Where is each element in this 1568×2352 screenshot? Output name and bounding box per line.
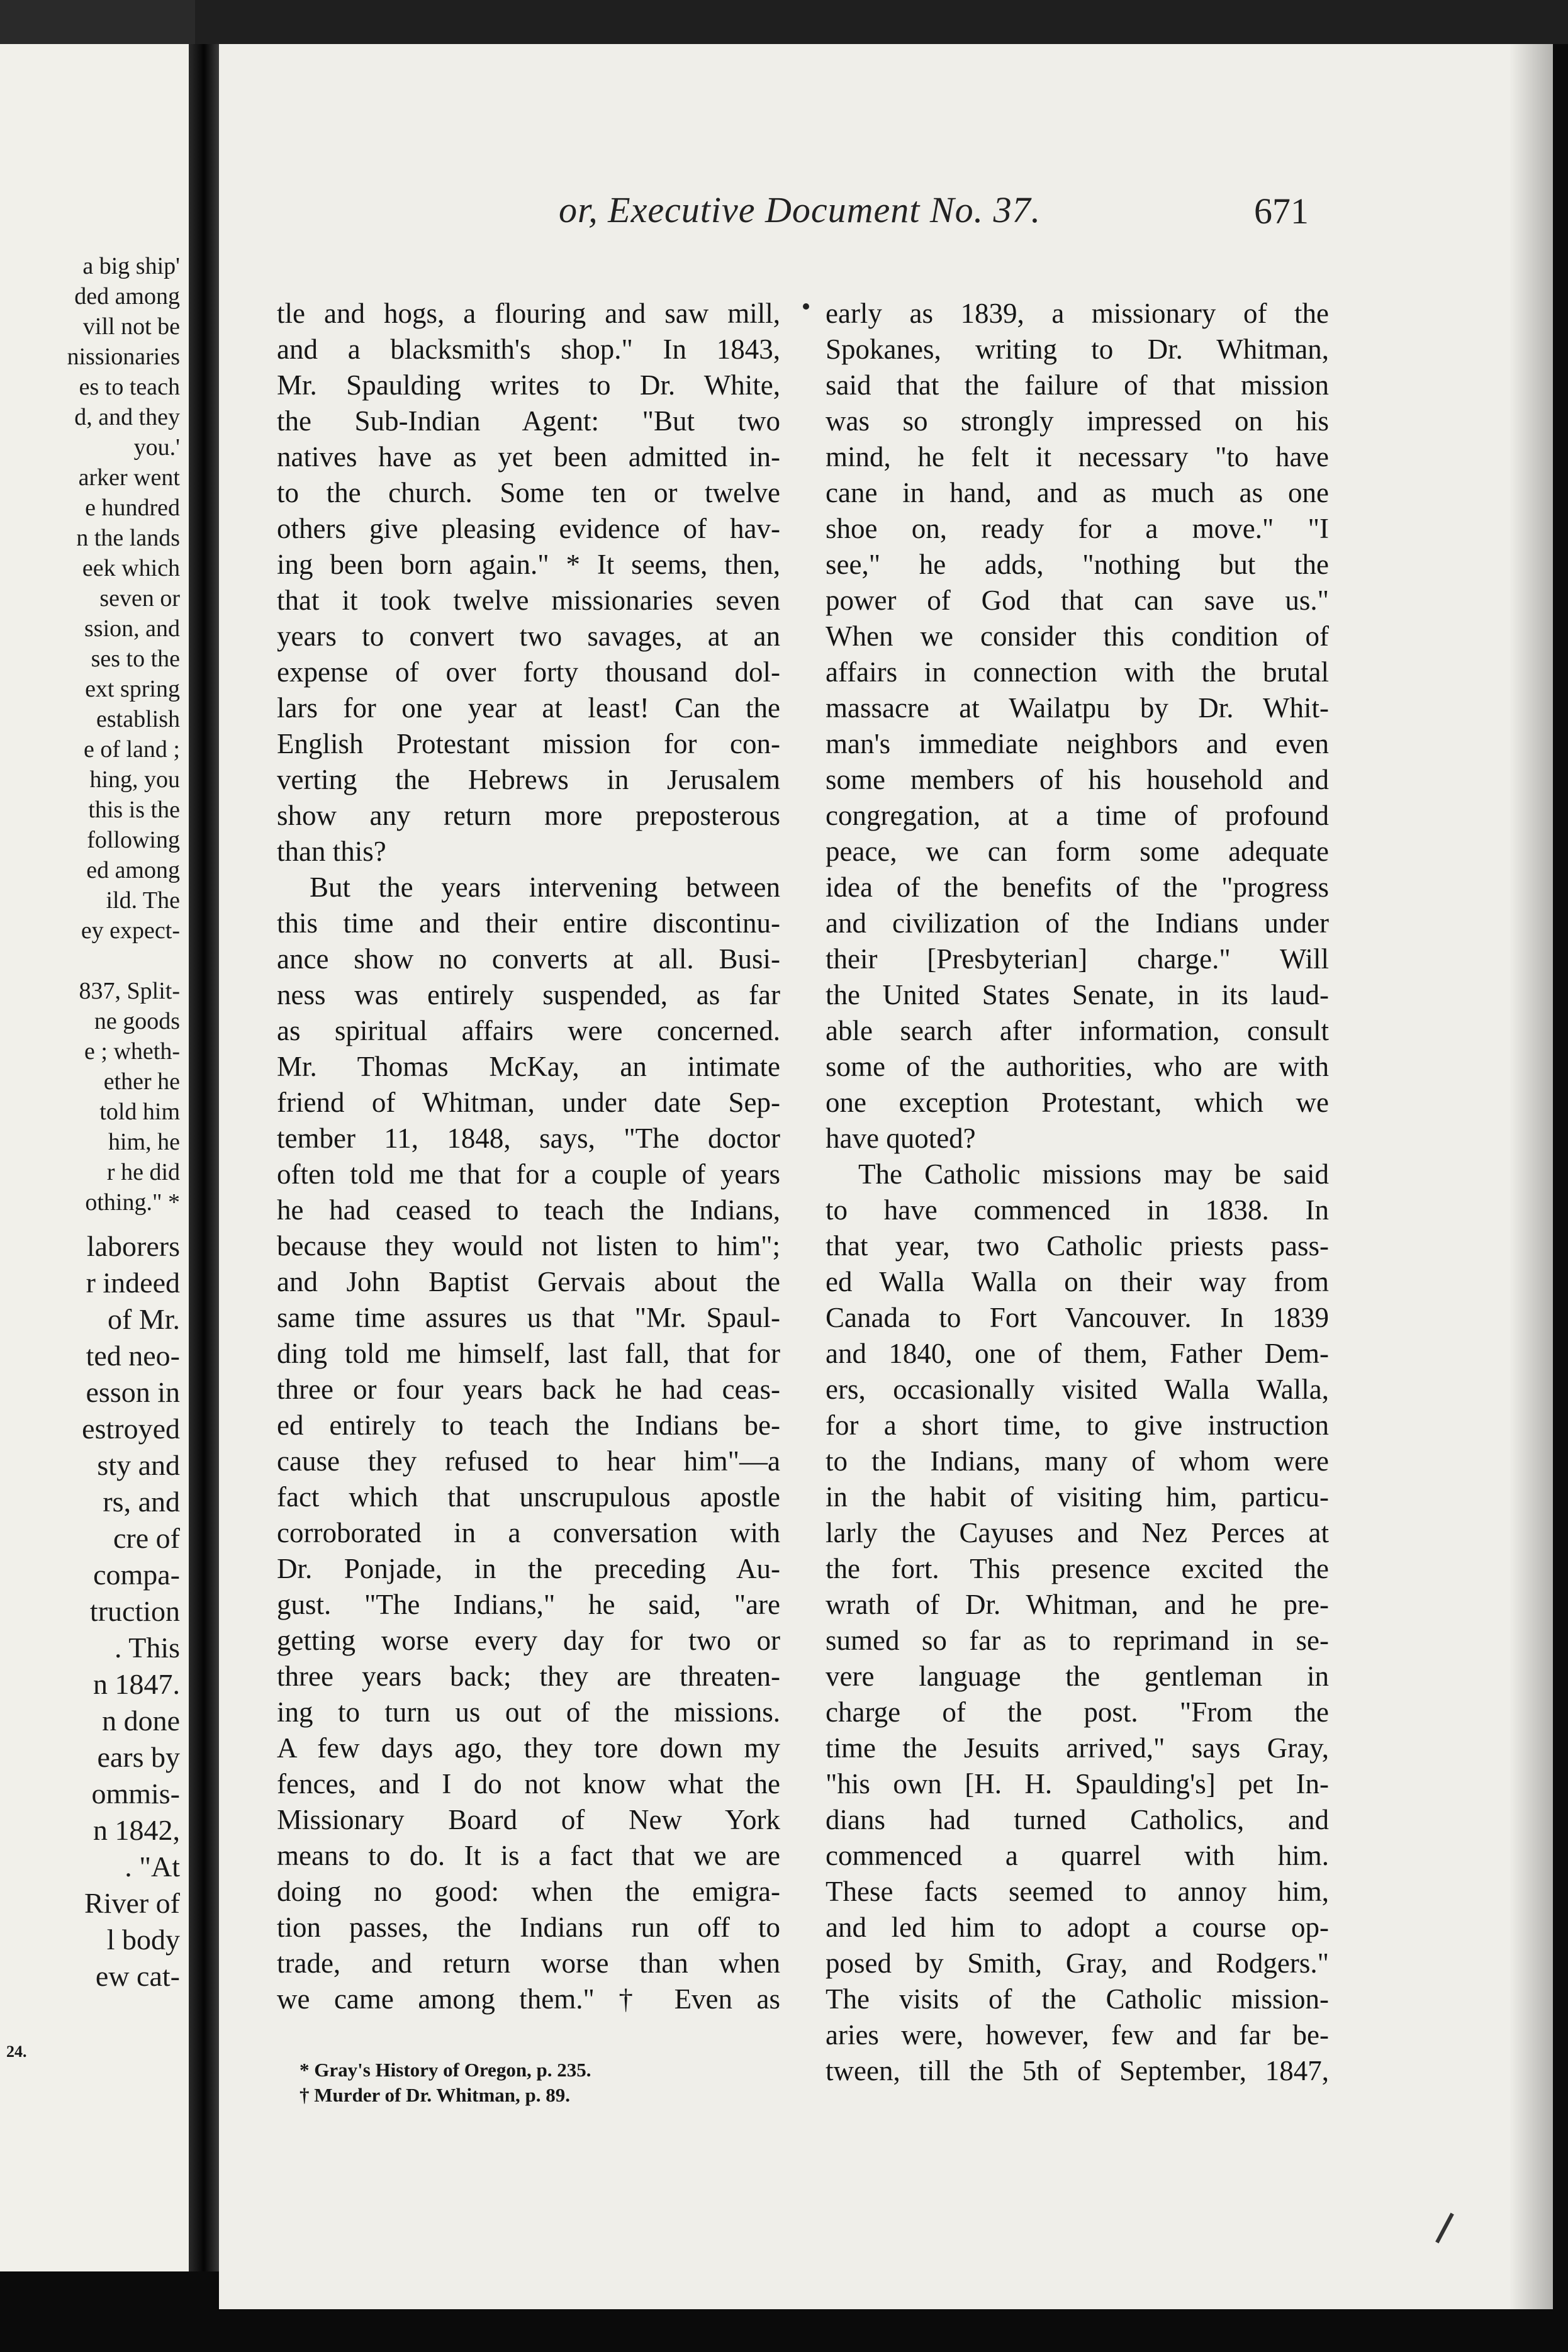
text-line: commenced a quarrel with him. [826, 1840, 1329, 1871]
text-line: tion passes, the Indians run off to [277, 1912, 780, 1943]
fragment-line: n done [102, 1705, 180, 1737]
page [219, 44, 1553, 2309]
fragment-footnote: 24. [6, 2042, 27, 2061]
fragment-line: ssion, and [84, 615, 180, 642]
text-line: posed by Smith, Gray, and Rodgers." [826, 1947, 1329, 1979]
text-line: aries were, however, few and far be- [826, 2019, 1329, 2051]
text-line: fact which that unscrupulous apostle [277, 1481, 780, 1513]
text-line: Spokanes, writing to Dr. Whitman, [826, 333, 1329, 365]
text-line: Dr. Ponjade, in the preceding Au- [277, 1553, 780, 1584]
text-line: same time assures us that "Mr. Spaul- [277, 1302, 780, 1333]
fragment-line: ted neo- [86, 1340, 180, 1372]
fragment-line: seven or [99, 585, 180, 612]
text-line: massacre at Wailatpu by Dr. Whit- [826, 692, 1329, 724]
text-line: lars for one year at least! Can the [277, 692, 780, 724]
text-line: to the church. Some ten or twelve [277, 477, 780, 508]
text-line: vere language the gentleman in [826, 1660, 1329, 1692]
text-line: ing been born again." * It seems, then, [277, 549, 780, 580]
text-line: and John Baptist Gervais about the [277, 1266, 780, 1297]
text-line: Mr. Thomas McKay, an intimate [277, 1051, 780, 1082]
fragment-line: ey expect- [81, 917, 180, 944]
running-head: or, Executive Document No. 37. [559, 189, 1041, 230]
text-line: as spiritual affairs were concerned. [277, 1015, 780, 1046]
footnotes [300, 2058, 591, 2108]
text-line: trade, and return worse than when [277, 1947, 780, 1979]
footnote: * Gray's History of Oregon, p. 235. [300, 2059, 591, 2081]
text-line: and a blacksmith's shop." In 1843, [277, 333, 780, 365]
text-line: English Protestant mission for con- [277, 728, 780, 759]
text-line: some members of his household and [826, 764, 1329, 795]
fragment-line: rs, and [103, 1486, 180, 1518]
text-line: that it took twelve missionaries seven [277, 585, 780, 616]
text-line: because they would not listen to him"; [277, 1230, 780, 1262]
fragment-line: arker went [78, 464, 180, 491]
text-line: dians had turned Catholics, and [826, 1804, 1329, 1835]
scan-top-border-left [0, 0, 195, 44]
fragment-line: told him [99, 1099, 180, 1125]
text-line: congregation, at a time of profound [826, 800, 1329, 831]
text-line: cause they refused to hear him"—a [277, 1445, 780, 1477]
fragment-line: ed among [86, 857, 180, 883]
text-line: able search after information, consult [826, 1015, 1329, 1046]
text-line: Missionary Board of New York [277, 1804, 780, 1835]
text-line: have quoted? [826, 1123, 976, 1154]
fragment-line: compa- [93, 1559, 180, 1591]
text-line: natives have as yet been admitted in- [277, 441, 780, 473]
text-line: often told me that for a couple of years [277, 1158, 780, 1190]
text-line: affairs in connection with the brutal [826, 656, 1329, 688]
text-line: verting the Hebrews in Jerusalem [277, 764, 780, 795]
fragment-line: . "At [125, 1851, 180, 1883]
text-line: three or four years back he had ceas- [277, 1374, 780, 1405]
scan-top-border [195, 0, 1568, 44]
text-line: friend of Whitman, under date Sep- [277, 1087, 780, 1118]
text-line: one exception Protestant, which we [826, 1087, 1329, 1118]
text-line: ness was entirely suspended, as far [277, 979, 780, 1011]
text-line: power of God that can save us." [826, 585, 1329, 616]
text-line: some of the authorities, who are with [826, 1051, 1329, 1082]
text-line: was so strongly impressed on his [826, 405, 1329, 437]
pencil-mark [1435, 2213, 1454, 2244]
text-line: But the years intervening between [310, 871, 780, 903]
text-line: early as 1839, a missionary of the [826, 298, 1329, 329]
fragment-line: nissionaries [67, 344, 180, 370]
fragment-line: hing, you [89, 766, 180, 793]
text-line: ance show no converts at all. Busi- [277, 943, 780, 975]
text-line: said that the failure of that mission [826, 369, 1329, 401]
text-line: than this? [277, 836, 386, 867]
fragment-line: sty and [97, 1449, 180, 1481]
text-line: and led him to adopt a course op- [826, 1912, 1329, 1943]
text-line: years to convert two savages, at an [277, 620, 780, 652]
text-line: others give pleasing evidence of hav- [277, 513, 780, 544]
book-gutter [189, 44, 219, 2271]
text-line: three years back; they are threaten- [277, 1660, 780, 1692]
fragment-line: ded among [74, 283, 180, 310]
fragment-line: l body [106, 1924, 180, 1956]
fragment-line: n 1842, [93, 1814, 180, 1846]
text-line: their [Presbyterian] charge." Will [826, 943, 1329, 975]
fragment-line: following [87, 827, 180, 853]
text-line: sumed so far as to reprimand in se- [826, 1625, 1329, 1656]
page-number: 671 [1254, 191, 1309, 232]
text-line: cane in hand, and as much as one [826, 477, 1329, 508]
fragment-line: of Mr. [108, 1303, 180, 1335]
fragment-line: River of [84, 1887, 180, 1919]
text-line: ing to turn us out of the missions. [277, 1696, 780, 1728]
fragment-line: laborers [86, 1230, 180, 1262]
fragment-line: ew cat- [95, 1960, 180, 1992]
previous-page-fragment [0, 44, 189, 2271]
text-line: shoe on, ready for a move." "I [826, 513, 1329, 544]
text-line: and 1840, one of them, Father Dem- [826, 1338, 1329, 1369]
fragment-line: esson in [86, 1376, 180, 1408]
text-line: ed entirely to teach the Indians be- [277, 1409, 780, 1441]
text-line: to the Indians, many of whom were [826, 1445, 1329, 1477]
fragment-line: e hundred [85, 495, 180, 521]
fragment-line: e of land ; [83, 736, 180, 763]
fragment-line: ether he [103, 1068, 180, 1095]
text-line: that year, two Catholic priests pass- [826, 1230, 1329, 1262]
text-line: time the Jesuits arrived," says Gray, [826, 1732, 1329, 1764]
fragment-line: r indeed [86, 1267, 180, 1299]
text-line: fences, and I do not know what the [277, 1768, 780, 1800]
fragment-line: you.' [133, 434, 180, 461]
fragment-line: ext spring [85, 676, 180, 702]
text-line: Canada to Fort Vancouver. In 1839 [826, 1302, 1329, 1333]
text-line: larly the Cayuses and Nez Perces at [826, 1517, 1329, 1548]
fragment-line: . This [115, 1632, 180, 1664]
text-line: expense of over forty thousand dol- [277, 656, 780, 688]
text-line: charge of the post. "From the [826, 1696, 1329, 1728]
fragment-line: d, and they [74, 404, 180, 430]
text-column-left [277, 296, 780, 2017]
text-line: tween, till the 5th of September, 1847, [826, 2055, 1329, 2086]
fragment-line: othing." * [85, 1189, 180, 1216]
fragment-line: ears by [97, 1741, 180, 1773]
text-line: peace, we can form some adequate [826, 836, 1329, 867]
fragment-line: n 1847. [93, 1668, 180, 1700]
fragment-line: eek which [82, 555, 180, 581]
text-line: tle and hogs, a flouring and saw mill, [277, 298, 780, 329]
fragment-line: vill not be [82, 313, 180, 340]
text-line: the fort. This presence excited the [826, 1553, 1329, 1584]
text-line: A few days ago, they tore down my [277, 1732, 780, 1764]
fragment-line: establish [96, 706, 180, 732]
page-edge-shadow [1509, 44, 1553, 2309]
margin-dot [803, 303, 809, 310]
fragment-line: this is the [88, 797, 180, 823]
text-line: corroborated in a conversation with [277, 1517, 780, 1548]
text-line: gust. "The Indians," he said, "are [277, 1589, 780, 1620]
text-line: getting worse every day for two or [277, 1625, 780, 1656]
text-line: ed Walla Walla on their way from [826, 1266, 1329, 1297]
fragment-line: a big ship' [82, 253, 180, 279]
text-column-right [826, 296, 1329, 2089]
text-line: man's immediate neighbors and even [826, 728, 1329, 759]
text-line: idea of the benefits of the "progress [826, 871, 1329, 903]
text-line: When we consider this condition of [826, 620, 1329, 652]
fragment-line: truction [89, 1595, 180, 1627]
text-line: ers, occasionally visited Walla Walla, [826, 1374, 1329, 1405]
text-line: for a short time, to give instruction [826, 1409, 1329, 1441]
text-line: to have commenced in 1838. In [826, 1194, 1329, 1226]
text-line: in the habit of visiting him, particu- [826, 1481, 1329, 1513]
fragment-line: ne goods [94, 1008, 180, 1034]
text-line: These facts seemed to annoy him, [826, 1876, 1329, 1907]
fragment-line: 837, Split- [79, 978, 180, 1004]
text-line: "his own [H. H. Spaulding's] pet In- [826, 1768, 1329, 1800]
text-line: we came among them." † Even as [277, 1983, 780, 2015]
text-line: tember 11, 1848, says, "The doctor [277, 1123, 780, 1154]
text-line: see," he adds, "nothing but the [826, 549, 1329, 580]
text-line: he had ceased to teach the Indians, [277, 1194, 780, 1226]
text-line: wrath of Dr. Whitman, and he pre- [826, 1589, 1329, 1620]
fragment-line: es to teach [79, 374, 180, 400]
text-line: means to do. It is a fact that we are [277, 1840, 780, 1871]
fragment-line: r he did [106, 1159, 180, 1185]
text-line: ding told me himself, last fall, that for [277, 1338, 780, 1369]
text-line: mind, he felt it necessary "to have [826, 441, 1329, 473]
text-line: this time and their entire discontinu- [277, 907, 780, 939]
text-line: the United States Senate, in its laud- [826, 979, 1329, 1011]
text-line: doing no good: when the emigra- [277, 1876, 780, 1907]
text-line: and civilization of the Indians under [826, 907, 1329, 939]
fragment-line: e ; wheth- [84, 1038, 180, 1065]
text-line: Mr. Spaulding writes to Dr. White, [277, 369, 780, 401]
fragment-line: him, he [108, 1129, 180, 1155]
text-line: The Catholic missions may be said [858, 1158, 1329, 1190]
text-line: The visits of the Catholic mission- [826, 1983, 1329, 2015]
text-line: show any return more preposterous [277, 800, 780, 831]
fragment-line: estroyed [82, 1413, 180, 1445]
fragment-line: ommis- [91, 1778, 180, 1810]
text-line: the Sub-Indian Agent: "But two [277, 405, 780, 437]
fragment-line: ses to the [91, 646, 180, 672]
fragment-line: n the lands [76, 525, 180, 551]
footnote: † Murder of Dr. Whitman, p. 89. [300, 2084, 571, 2106]
fragment-line: ild. The [106, 887, 180, 914]
fragment-line: cre of [113, 1522, 180, 1554]
